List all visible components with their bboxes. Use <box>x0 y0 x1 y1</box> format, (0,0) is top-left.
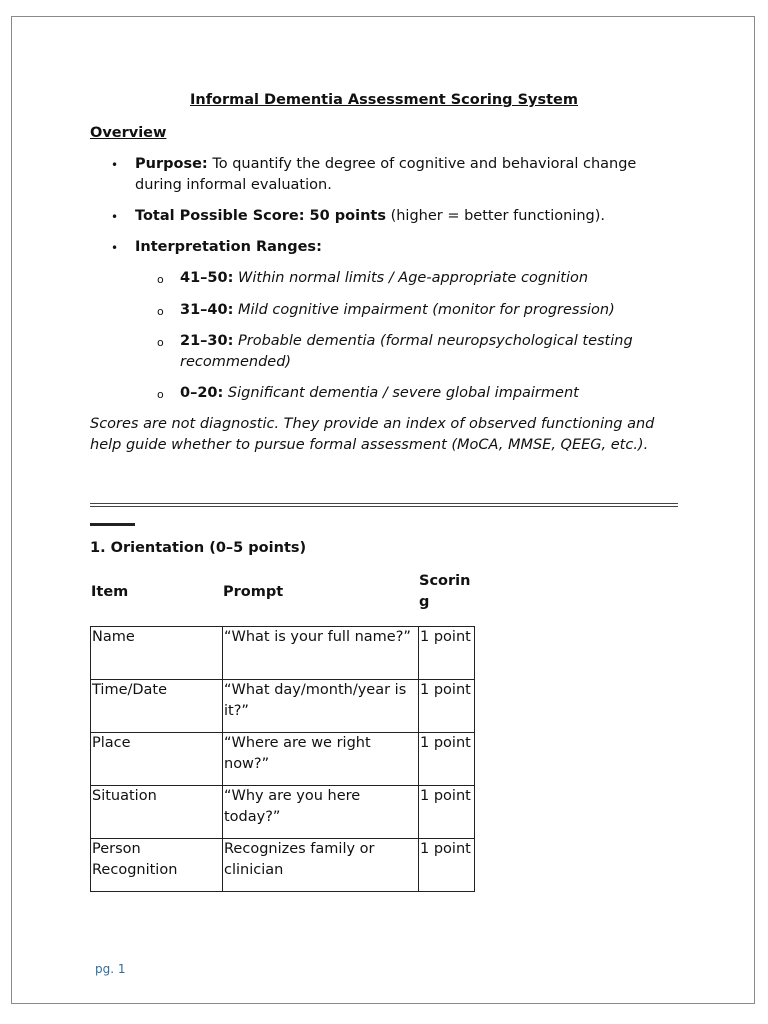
divider-line <box>90 503 678 504</box>
column-header-prompt: Prompt <box>223 584 284 600</box>
range-text: Mild cognitive impairment (monitor for progression) <box>233 302 615 318</box>
bullet-label: Interpretation Ranges: <box>135 239 322 255</box>
range-label: 31–40: <box>180 302 234 318</box>
table-cell: “What day/month/year is it?” <box>223 680 419 733</box>
table-cell: Person Recognition <box>91 839 223 892</box>
table-cell: “What is your full name?” <box>223 627 419 680</box>
table-cell: Time/Date <box>91 680 223 733</box>
range-text: Within normal limits / Age-appropriate cognition <box>233 270 589 286</box>
disclaimer-note: Scores are not diagnostic. They provide an index of observed functioning and help guide whether to pursue formal assessment (MoCA, MMSE, QEEG, etc.). <box>90 416 655 453</box>
bullet-label: Purpose: <box>135 156 208 172</box>
bullet-icon: • <box>111 158 119 172</box>
bullet-total-score <box>135 206 680 227</box>
overview-heading: Overview <box>90 125 167 141</box>
range-item <box>180 331 680 373</box>
sub-bullet-icon: o <box>157 273 164 286</box>
divider-accent <box>90 523 135 526</box>
bullet-icon: • <box>111 241 119 255</box>
bullet-purpose <box>135 154 680 196</box>
sub-bullet-icon: o <box>157 388 164 401</box>
orientation-table <box>90 626 475 892</box>
section-heading: 1. Orientation (0–5 points) <box>90 540 307 556</box>
table-cell: 1 point <box>419 733 475 786</box>
range-item <box>180 383 680 404</box>
table-cell: “Why are you here today?” <box>223 786 419 839</box>
range-text: Probable dementia (formal neuropsychological testing recommended) <box>180 333 633 370</box>
column-header-item: Item <box>91 584 129 600</box>
table-row <box>91 680 475 733</box>
bullet-interpretation <box>135 237 680 258</box>
document-title: Informal Dementia Assessment Scoring System <box>189 92 579 108</box>
column-header-scoring: Scoring <box>419 573 471 610</box>
range-label: 41–50: <box>180 270 234 286</box>
bullet-label: Total Possible Score: 50 points <box>135 208 386 224</box>
table-cell: 1 point <box>419 839 475 892</box>
table-row <box>91 786 475 839</box>
table-row <box>91 627 475 680</box>
range-item <box>180 300 680 321</box>
table-cell: Recognizes family or clinician <box>223 839 419 892</box>
bullet-text: To quantify the degree of cognitive and behavioral change during informal evaluation. <box>135 156 637 193</box>
table-row <box>91 733 475 786</box>
table-cell: “Where are we right now?” <box>223 733 419 786</box>
table-cell: Situation <box>91 786 223 839</box>
bullet-text: (higher = better functioning). <box>385 208 606 224</box>
table-cell: Name <box>91 627 223 680</box>
sub-bullet-icon: o <box>157 336 164 349</box>
page-number: pg. 1 <box>95 962 126 976</box>
range-item <box>180 268 680 289</box>
range-label: 21–30: <box>180 333 234 349</box>
bullet-icon: • <box>111 210 119 224</box>
table-cell: 1 point <box>419 627 475 680</box>
table-row <box>91 839 475 892</box>
range-label: 0–20: <box>180 385 224 401</box>
table-cell: Place <box>91 733 223 786</box>
table-cell: 1 point <box>419 786 475 839</box>
divider-line <box>90 506 678 507</box>
table-cell: 1 point <box>419 680 475 733</box>
range-text: Significant dementia / severe global impairment <box>223 385 579 401</box>
sub-bullet-icon: o <box>157 305 164 318</box>
